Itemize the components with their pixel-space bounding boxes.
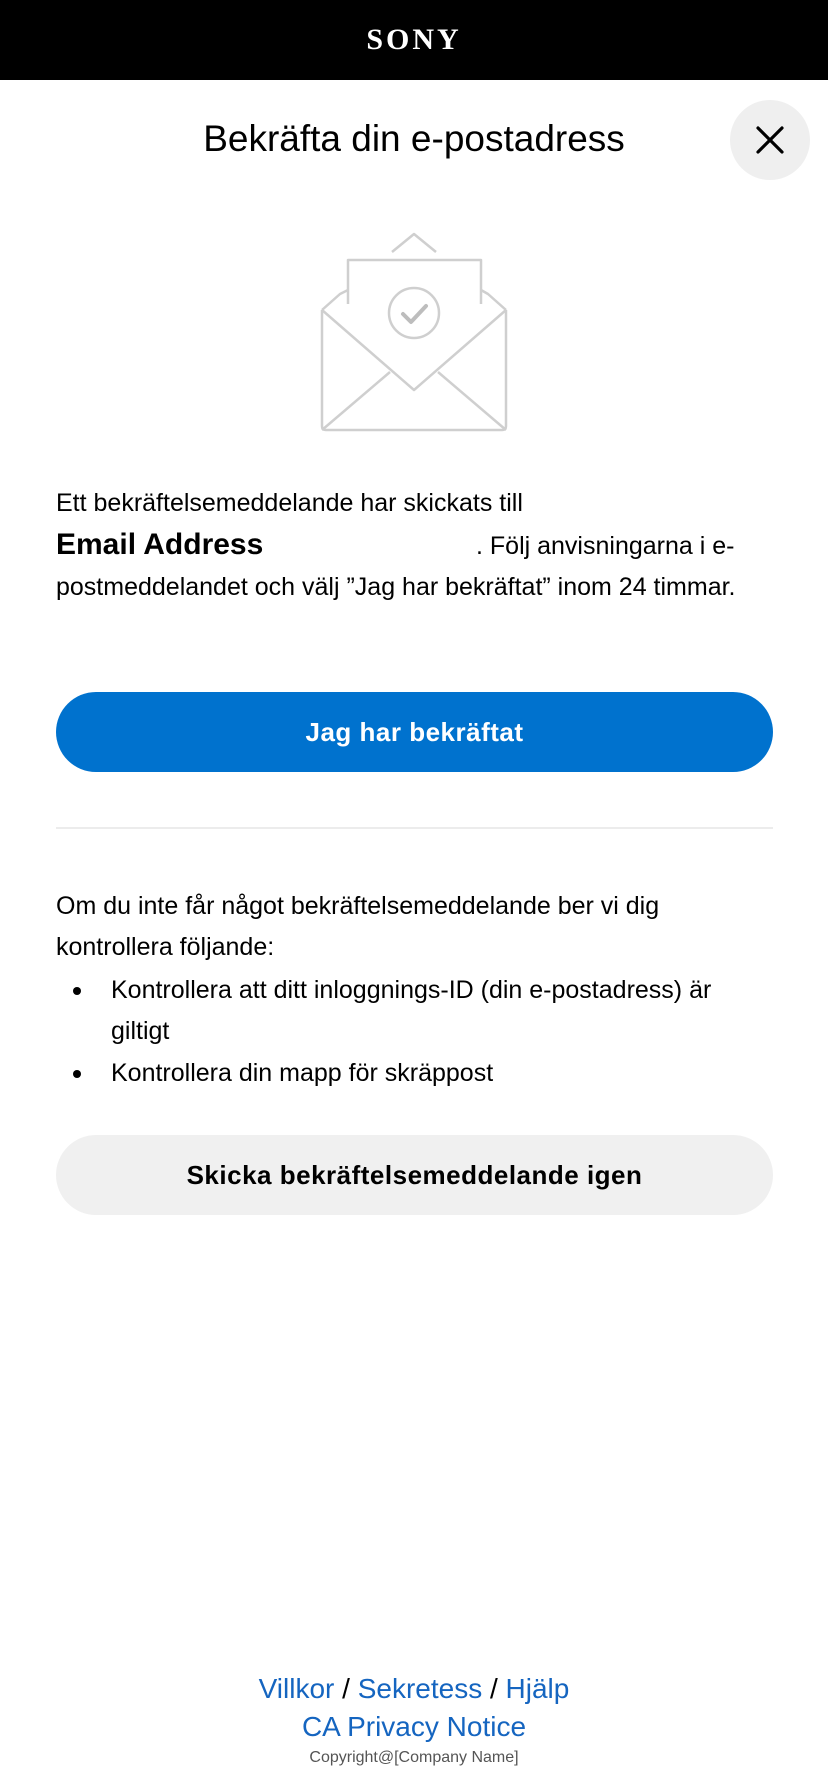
help-link[interactable]: Hjälp (505, 1673, 570, 1704)
footer-links (0, 1670, 828, 1708)
intro-instructions: . Följ anvisningarna i e-postmeddelandet och välj ”Jag har bekräftat” inom 24 timmar. (56, 532, 736, 601)
copyright: Copyright@[Company Name] (309, 1749, 519, 1766)
page-title: Bekräfta din e-postadress (203, 118, 625, 159)
divider (56, 827, 773, 829)
close-icon (755, 125, 785, 155)
list-item-text: Kontrollera din mapp för skräppost (111, 1059, 494, 1087)
sony-logo: SONY (366, 23, 462, 56)
footer-separator: / (342, 1673, 350, 1704)
privacy-link[interactable]: Sekretess (357, 1673, 483, 1704)
help-text: Om du inte får något bekräftelsemeddelande ber vi dig kontrollera följande: (56, 892, 660, 961)
footer-separator: / (489, 1673, 498, 1704)
intro-text: Ett bekräftelsemeddelande har skickats till (56, 489, 523, 517)
list-item (56, 1053, 776, 1094)
top-bar (0, 0, 828, 80)
close-button[interactable] (730, 100, 810, 180)
resend-button[interactable]: Skicka bekräftelsemeddelande igen (56, 1135, 773, 1215)
envelope-check-icon (320, 232, 508, 432)
ca-privacy-link[interactable]: CA Privacy Notice (301, 1711, 527, 1742)
email-address: Email Address (56, 528, 264, 561)
checklist (56, 970, 776, 1095)
list-item (56, 970, 776, 1052)
confirmation-message (56, 483, 776, 608)
confirmed-button[interactable]: Jag har bekräftat (56, 692, 773, 772)
bullet-icon (73, 987, 81, 995)
bullet-icon (73, 1070, 81, 1078)
terms-link[interactable]: Villkor (258, 1673, 335, 1704)
list-item-text: Kontrollera att ditt inloggnings-ID (din e-postadress) är giltigt (111, 976, 712, 1045)
footer-ca (0, 1708, 828, 1746)
